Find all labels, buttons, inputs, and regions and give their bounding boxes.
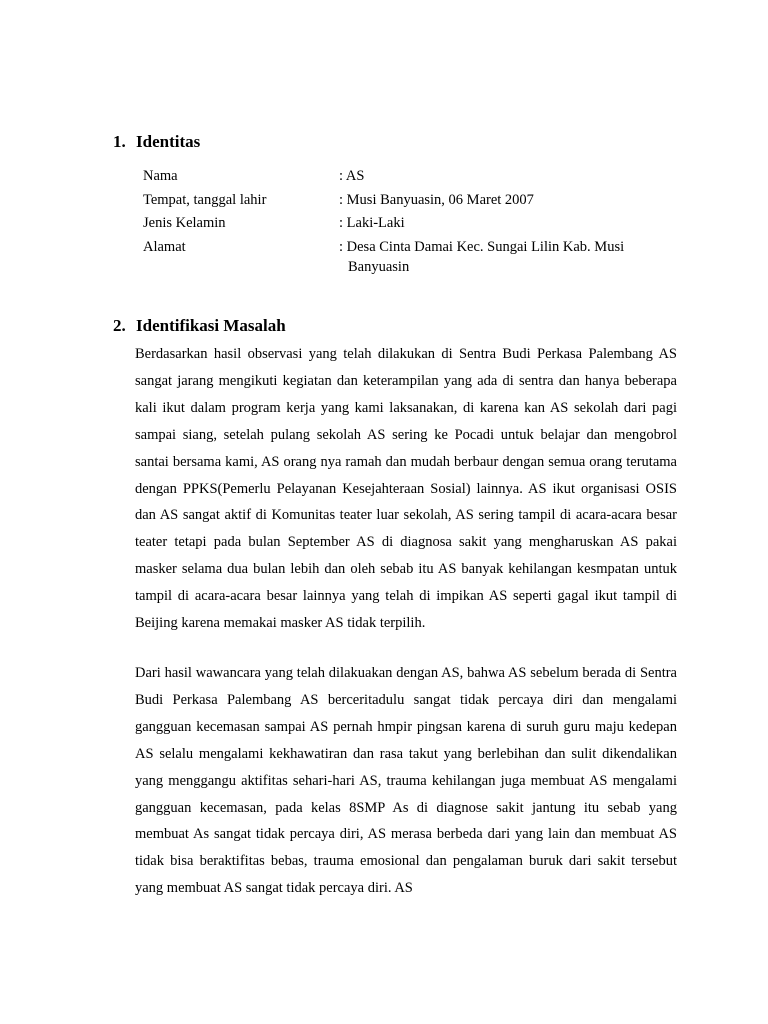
identity-value [339, 190, 663, 210]
section-title: Identitas [136, 132, 201, 151]
identity-table [143, 166, 663, 280]
identity-label: Alamat [143, 238, 186, 255]
section-number: 1. [113, 132, 126, 151]
identity-value [339, 213, 663, 233]
identity-value-text: : Desa Cinta Damai Kec. Sungai Lilin Kab. Musi [339, 238, 625, 255]
identity-label: Jenis Kelamin [143, 215, 226, 231]
body-paragraph-observasi: Berdasarkan hasil observasi yang telah dilakukan di Sentra Budi Perkasa Palembang AS sangat jarang mengikuti kegiatan dan keterampilan yang ada di sentra dan hanya beberapa kali ikut dalam program kerja yang kami laksanakan, di karena kan AS sekolah dari pagi sampai siang, setelah pulang sekolah AS sering ke Pocadi untuk belajar dan mengobrol santai bersama kami, AS orang nya ramah dan mudah berbaur dengan semua orang terutama dengan PPKS(Pemerlu Pelayanan Kesejahteraan Sosial) lainnya. AS ikut organisasi OSIS dan AS sangat aktif di Komunitas teater luar sekolah, AS sering tampil di acara-acara besar teater tetapi pada bulan September AS di diagnosa sakit yang mengharuskan AS pakai masker selama dua bulan lebih dan oleh sebab itu AS banyak kehilangan kesmpatan untuk tampil di acara-acara besar lainnya yang telah di impikan AS seperti gagal ikut tampil di Beijing karena memakai masker AS tidak terpilih. [135, 346, 677, 632]
section-number: 2. [113, 316, 126, 335]
section-heading-identifikasi-masalah [113, 316, 286, 336]
section-title: Identifikasi Masalah [136, 316, 286, 335]
identity-value-text: : AS [339, 168, 365, 184]
identity-value [339, 166, 663, 186]
identity-row-nama [143, 166, 663, 186]
body-paragraph-wawancara: Dari hasil wawancara yang telah dilakuakan dengan AS, bahwa AS sebelum berada di Sentra Budi Perkasa Palembang AS berceritadulu sangat tidak percaya diri dan mengalami gangguan kecemasan sampai AS pernah hmpir pingsan karena di suruh guru maju kedepan AS selalu mengalami kekhawatiran dan rasa takut yang berlebihan dan sulit dikendalikan yang menggangu aktifitas sehari-hari AS, trauma kehilangan juga membuat AS mengalami gangguan kecemasan, pada kelas 8SMP As di diagnose sakit jantung itu sebab yang membuat As sangat tidak percaya diri, AS merasa berbeda dari yang lain dan membuat AS tidak bisa beraktifitas bebas, trauma emosional dan pengalaman buruk dari sakit tersebut yang membuat AS sangat tidak percaya diri. AS [135, 665, 677, 897]
identity-row-jenis-kelamin [143, 213, 663, 233]
identity-value-text: : Musi Banyuasin, 06 Maret 2007 [339, 191, 534, 208]
identity-row-alamat [143, 237, 663, 277]
identity-value [339, 237, 663, 277]
identity-value-text: : Laki-Laki [339, 215, 405, 231]
section-heading-identitas [113, 132, 200, 152]
identity-value-continuation: Banyuasin [348, 258, 410, 275]
identity-label: Tempat, tanggal lahir [143, 191, 267, 208]
identity-row-tempat-tanggal-lahir [143, 190, 663, 210]
identity-label: Nama [143, 168, 178, 184]
